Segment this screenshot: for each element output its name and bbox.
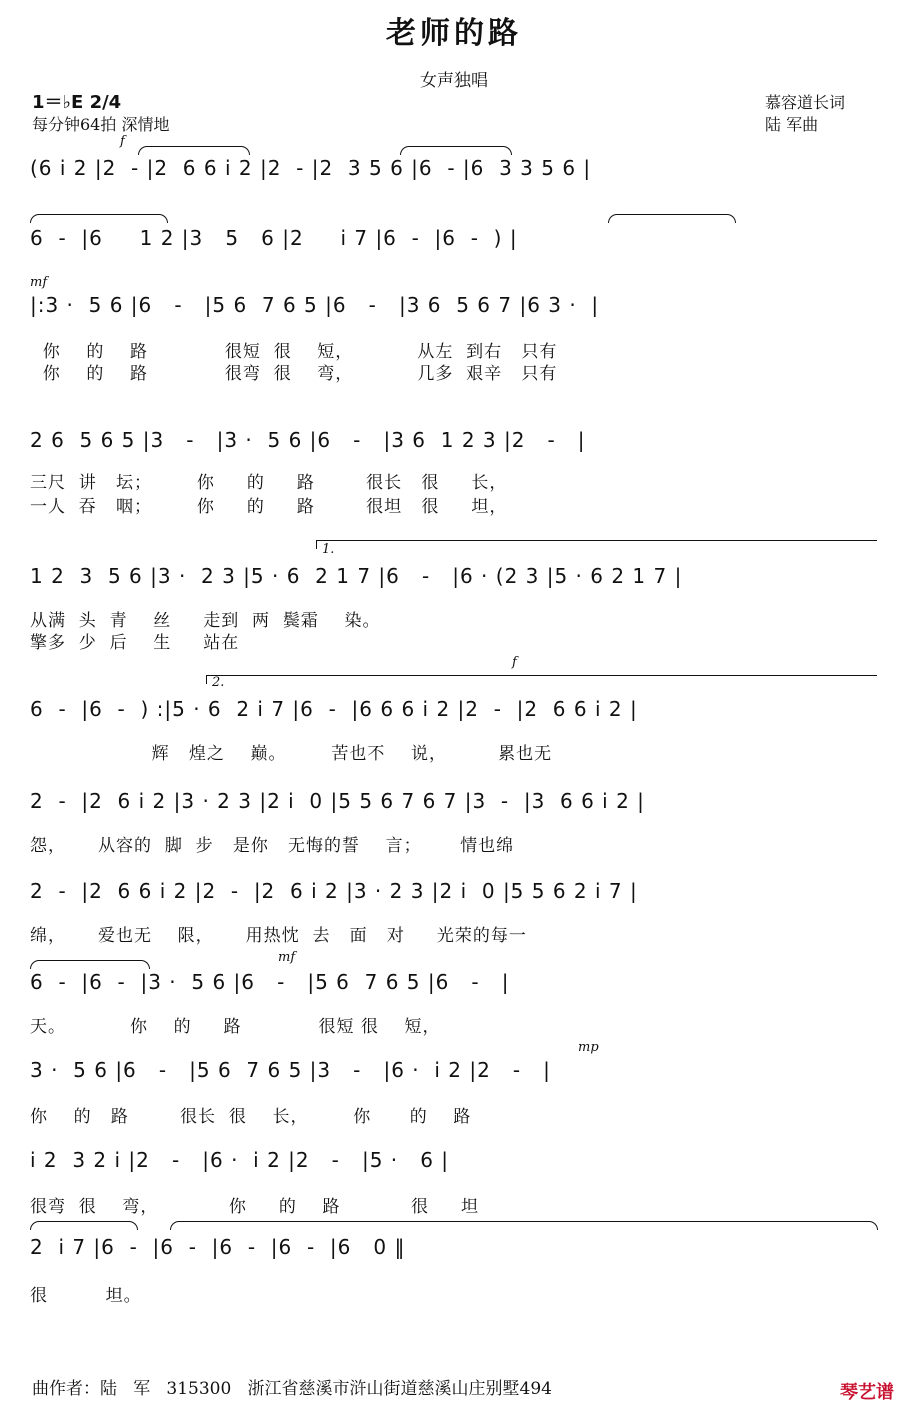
score-row-12 bbox=[30, 1215, 878, 1305]
notation-line: 6 - |6 - |3 · 5 6 |6 - |5 6 7 6 5 |6 - | bbox=[30, 970, 510, 994]
notation-line: 2 i 7 |6 - |6 - |6 - |6 - |6 0 ‖ bbox=[30, 1235, 406, 1259]
lyricist-credit: 慕容道长词 bbox=[765, 93, 846, 112]
dynamic-mark: f bbox=[512, 655, 517, 670]
lyrics-verse-1: 很弯 很 弯， 你 的 路 很 坦 bbox=[30, 1197, 479, 1217]
notation-line: 6 - |6 1 2 |3 5 6 |2 i 7 |6 - |6 - ) | bbox=[30, 226, 518, 250]
dynamic-mark: mf bbox=[30, 275, 48, 290]
lyrics-verse-1: 怨， 从容的 脚 步 是你 无悔的誓 言； 情也绵 bbox=[30, 836, 515, 856]
first-ending-label: 1. bbox=[322, 542, 335, 557]
tie bbox=[170, 1221, 878, 1230]
lyrics-verse-1: 你 的 路 很长 很 长， 你 的 路 bbox=[30, 1107, 472, 1127]
dynamic-mark: mp bbox=[578, 1040, 599, 1055]
notation-line: 3 · 5 6 |6 - |5 6 7 6 5 |3 - |6 · i 2 |2 - | bbox=[30, 1058, 551, 1082]
first-ending-bracket bbox=[316, 540, 877, 549]
dynamic-mark: mf bbox=[278, 950, 296, 965]
song-title: 老师的路 bbox=[386, 16, 522, 51]
second-ending-label: 2. bbox=[212, 675, 225, 690]
tie bbox=[400, 146, 512, 155]
lyrics-verse-1: 天。 你 的 路 很短 很 短， bbox=[30, 1017, 441, 1037]
subtitle: 女声独唱 bbox=[420, 71, 488, 91]
score-row-10 bbox=[30, 1040, 878, 1130]
tie bbox=[30, 1221, 138, 1230]
second-ending-bracket bbox=[206, 675, 877, 684]
lyrics-verse-2: 你 的 路 很弯 很 弯， 几多 艰辛 只有 bbox=[30, 364, 558, 384]
composer-credit: 陆 军曲 bbox=[765, 115, 819, 134]
key-signature: 1＝♭E 2/4 bbox=[32, 92, 122, 113]
lyrics-verse-2: 擎多 少 后 生 站在 bbox=[30, 633, 240, 653]
score-row-2 bbox=[30, 210, 878, 260]
notation-line: 2 - |2 6 i 2 |3 · 2 3 |2 i 0 |5 5 6 7 6 7 |3 - |3 6 6 i 2 | bbox=[30, 789, 645, 813]
notation-line: (6 i 2 |2 - |2 6 6 i 2 |2 - |2 3 5 6 |6 - |6 3 3 5 6 | bbox=[30, 156, 592, 180]
lyrics-verse-1: 从满 头 青 丝 走到 两 鬓霜 染。 bbox=[30, 611, 381, 631]
lyrics-verse-2: 一人 吞 咽； 你 的 路 很坦 很 坦， bbox=[30, 497, 508, 517]
composer-contact: 曲作者：陆 军 315300 浙江省慈溪市浒山街道慈溪山庄别墅494 bbox=[32, 1379, 552, 1399]
tie bbox=[30, 960, 150, 969]
lyrics-verse-1: 你 的 路 很短 很 短， 从左 到右 只有 bbox=[30, 342, 558, 362]
tie bbox=[30, 214, 168, 223]
lyrics-verse-1: 很 坦。 bbox=[30, 1286, 142, 1306]
score-row-3 bbox=[30, 275, 878, 385]
lyrics-verse-1: 辉 煌之 巅。 苦也不 说， 累也无 bbox=[30, 744, 553, 764]
notation-line: 1 2 3 5 6 |3 · 2 3 |5 · 6 2 1 7 |6 - |6 · (2 3 |5 · 6 2 1 7 | bbox=[30, 564, 683, 588]
score-row-4 bbox=[30, 410, 878, 520]
tie bbox=[608, 214, 736, 223]
site-logo[interactable]: 琴艺谱 bbox=[840, 1382, 894, 1403]
notation-line: 6 - |6 - ) :|5 · 6 2 i 7 |6 - |6 6 6 i 2 |2 - |2 6 6 i 2 | bbox=[30, 697, 638, 721]
notation-line: 2 6 5 6 5 |3 - |3 · 5 6 |6 - |3 6 1 2 3 |2 - | bbox=[30, 428, 586, 452]
lyrics-verse-1: 绵， 爱也无 限， 用热忱 去 面 对 光荣的每一 bbox=[30, 926, 527, 946]
notation-line: |:3 · 5 6 |6 - |5 6 7 6 5 |6 - |3 6 5 6 7 |6 3 · | bbox=[30, 293, 600, 317]
notation-line: i 2 3 2 i |2 - |6 · i 2 |2 - |5 · 6 | bbox=[30, 1148, 450, 1172]
score-row-8 bbox=[30, 865, 878, 955]
score-row-5 bbox=[30, 540, 878, 653]
lyrics-verse-1: 三尺 讲 坛； 你 的 路 很长 很 长， bbox=[30, 473, 508, 493]
tie bbox=[138, 146, 250, 155]
notation-line: 2 - |2 6 6 i 2 |2 - |2 6 i 2 |3 · 2 3 |2 i 0 |5 5 6 2 i 7 | bbox=[30, 879, 638, 903]
tempo-marking: 每分钟64拍 深情地 bbox=[32, 115, 170, 134]
score-row-6 bbox=[30, 655, 878, 765]
score-row-9 bbox=[30, 950, 878, 1040]
score-row-11 bbox=[30, 1130, 878, 1220]
score-row-1 bbox=[30, 134, 878, 190]
score-row-7 bbox=[30, 775, 878, 865]
dynamic-mark: f bbox=[120, 134, 125, 149]
